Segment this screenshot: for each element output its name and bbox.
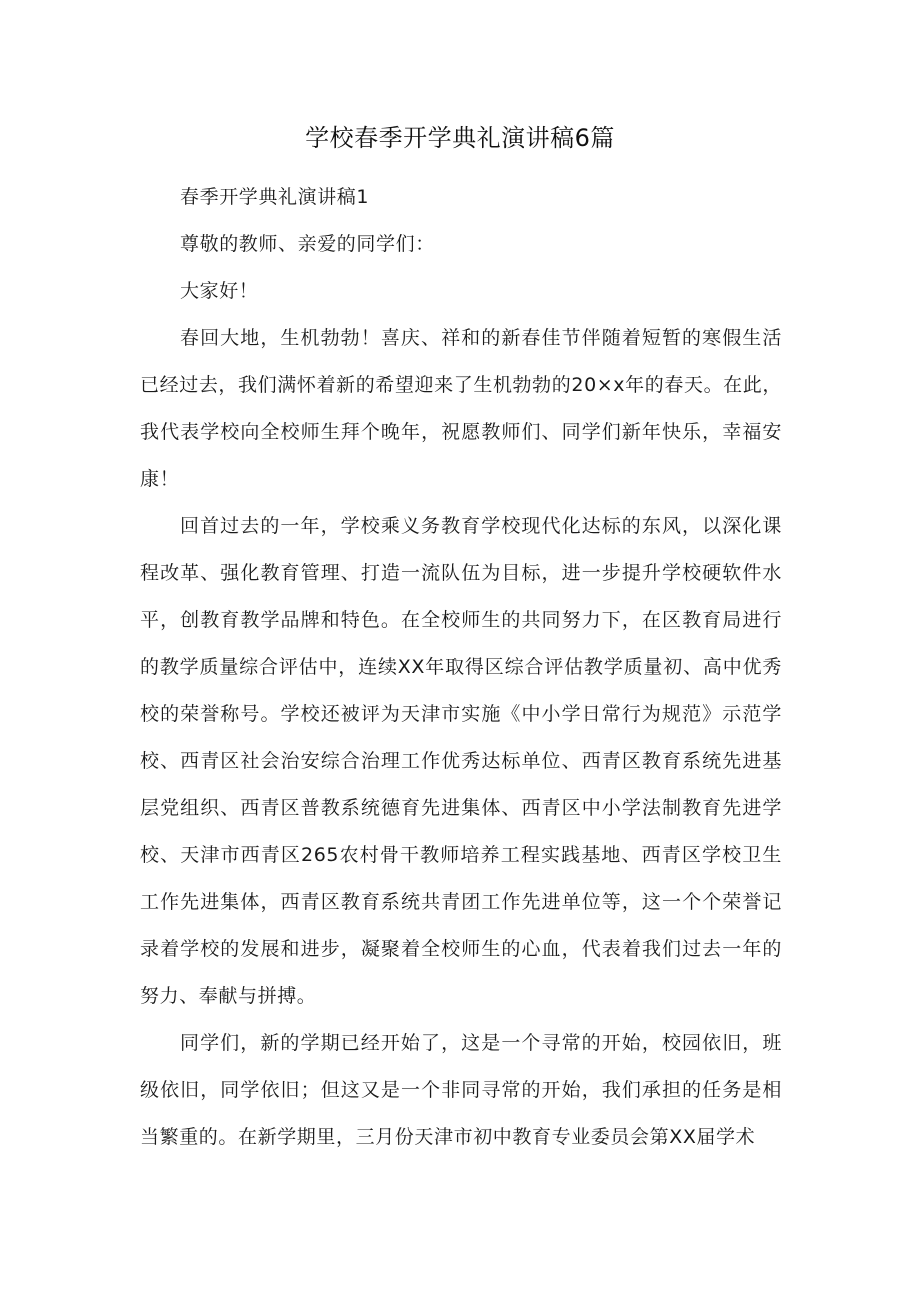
greeting: 大家好！	[180, 280, 259, 302]
paragraph-2: 回首过去的一年，学校乘义务教育学校现代化达标的东风，以深化课程改革、强化教育管理、打造一流队伍为目标，进一步提升学校硬软件水平，创教育教学品牌和特色。在全校师生的共同努力下，在区教育局进行的教学质量综合评估中，连续XX年取得区综合评估教学质量初、高中优秀校的荣誉称号。学校还被评为天津市实施《中小学日常行为规范》示范学校、西青区社会治安综合治理工作优秀达标单位、西青区教育系统先进基层党组织、西青区普教系统德育先进集体、西青区中小学法制教育先进学校、天津市西青区265农村骨干教师培养工程实践基地、西青区学校卫生工作先进集体，西青区教育系统共青团工作先进单位等，这一个个荣誉记录着学校的发展和进步，凝聚着全校师生的心血，代表着我们过去一年的努力、奉献与拼搏。	[140, 515, 782, 1007]
document-title: 学校春季开学典礼演讲稿6篇	[305, 124, 615, 152]
paragraph-3: 同学们，新的学期已经开始了，这是一个寻常的开始，校园依旧，班级依旧，同学依旧；但这又是一个非同寻常的开始，我们承担的任务是相当繁重的。在新学期里，三月份天津市初中教育专业委员会第XX届学术	[140, 1032, 782, 1148]
paragraph-1: 春回大地，生机勃勃！喜庆、祥和的新春佳节伴随着短暂的寒假生活已经过去，我们满怀着新的希望迎来了生机勃勃的20×x年的春天。在此，我代表学校向全校师生拜个晚年，祝愿教师们、同学们新年快乐，幸福安康！	[140, 327, 782, 490]
section-heading: 春季开学典礼演讲稿1	[180, 186, 370, 208]
document-body	[140, 174, 782, 1161]
salutation: 尊敬的教师、亲爱的同学们：	[180, 233, 435, 255]
